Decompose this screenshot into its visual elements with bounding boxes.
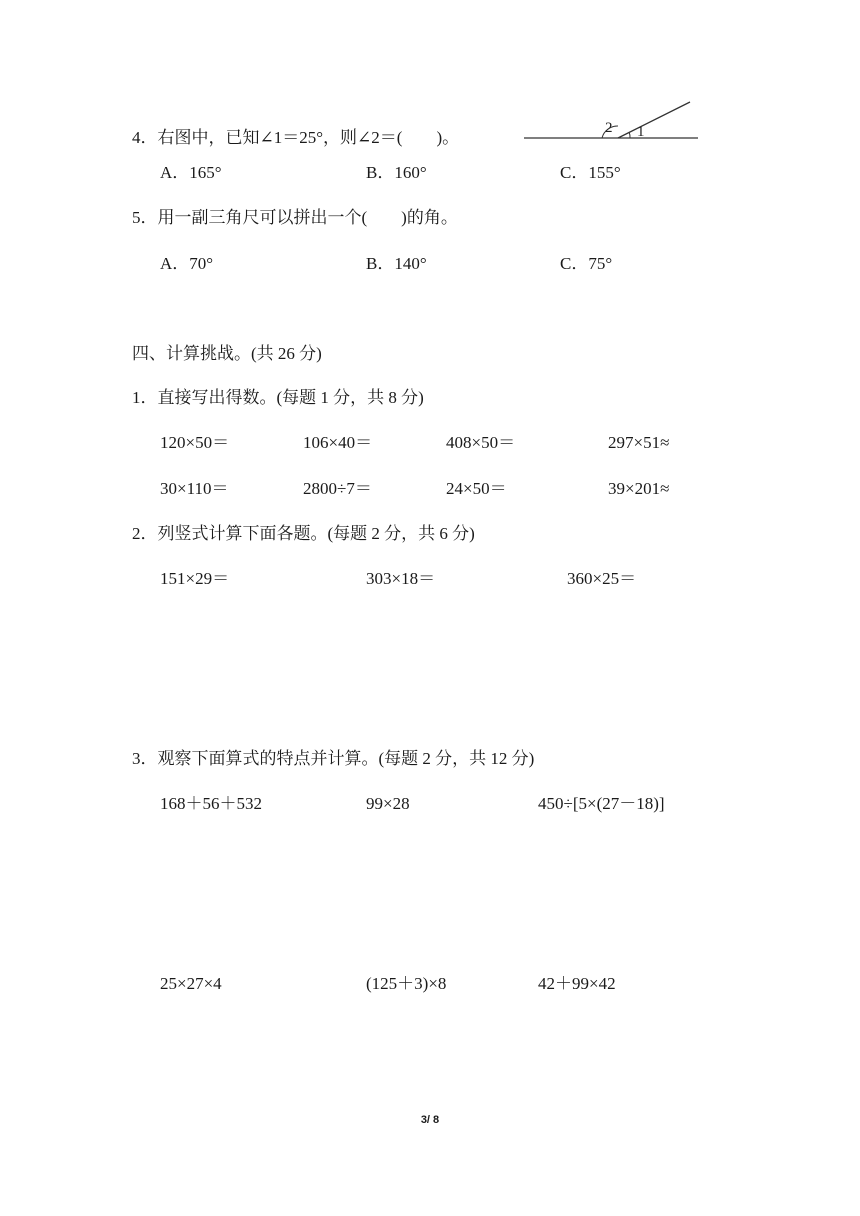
p3-r1-c1: 168＋56＋532 (160, 794, 262, 813)
p3-title: 3．观察下面算式的特点并计算。(每题 2 分，共 12 分) (132, 749, 535, 768)
p3-r1-c3: 450÷[5×(27－18)] (538, 794, 665, 813)
p1-r1-c1: 120×50＝ (160, 433, 230, 452)
angle2-label: 2 (605, 120, 613, 136)
q4-option-a: A．165° (160, 163, 222, 182)
q5-option-a: A．70° (160, 254, 214, 273)
p3-r2-c2: (125＋3)×8 (366, 974, 447, 993)
q4-option-b: B．160° (366, 163, 427, 182)
q5-stem: 5．用一副三角尺可以拼出一个( )的角。 (132, 208, 458, 227)
angle1-label: 1 (637, 124, 645, 140)
p1-title: 1．直接写出得数。(每题 1 分，共 8 分) (132, 388, 424, 407)
p1-r2-c2: 2800÷7＝ (303, 479, 372, 498)
q5-option-c: C．75° (560, 254, 613, 273)
section4-heading: 四、计算挑战。(共 26 分) (132, 344, 322, 363)
q4-stem: 4．右图中，已知∠1＝25°，则∠2＝( )。 (132, 128, 460, 147)
p1-r1-c2: 106×40＝ (303, 433, 373, 452)
q4-option-c: C．155° (560, 163, 621, 182)
p3-r2-c3: 42＋99×42 (538, 974, 616, 993)
p1-r2-c4: 39×201≈ (608, 479, 670, 498)
p1-r2-c1: 30×110＝ (160, 479, 229, 498)
p3-r1-c2: 99×28 (366, 794, 410, 813)
p1-r2-c3: 24×50＝ (446, 479, 507, 498)
angle1-arc (629, 132, 630, 138)
p2-item-1: 151×29＝ (160, 569, 230, 588)
p1-r1-c4: 297×51≈ (608, 433, 670, 452)
p3-r2-c1: 25×27×4 (160, 974, 222, 993)
angle-figure (520, 98, 705, 144)
page-number: 3/ 8 (420, 1114, 440, 1126)
p2-item-3: 360×25＝ (567, 569, 637, 588)
p1-r1-c3: 408×50＝ (446, 433, 516, 452)
p2-title: 2．列竖式计算下面各题。(每题 2 分，共 6 分) (132, 524, 475, 543)
q5-option-b: B．140° (366, 254, 427, 273)
p2-item-2: 303×18＝ (366, 569, 436, 588)
